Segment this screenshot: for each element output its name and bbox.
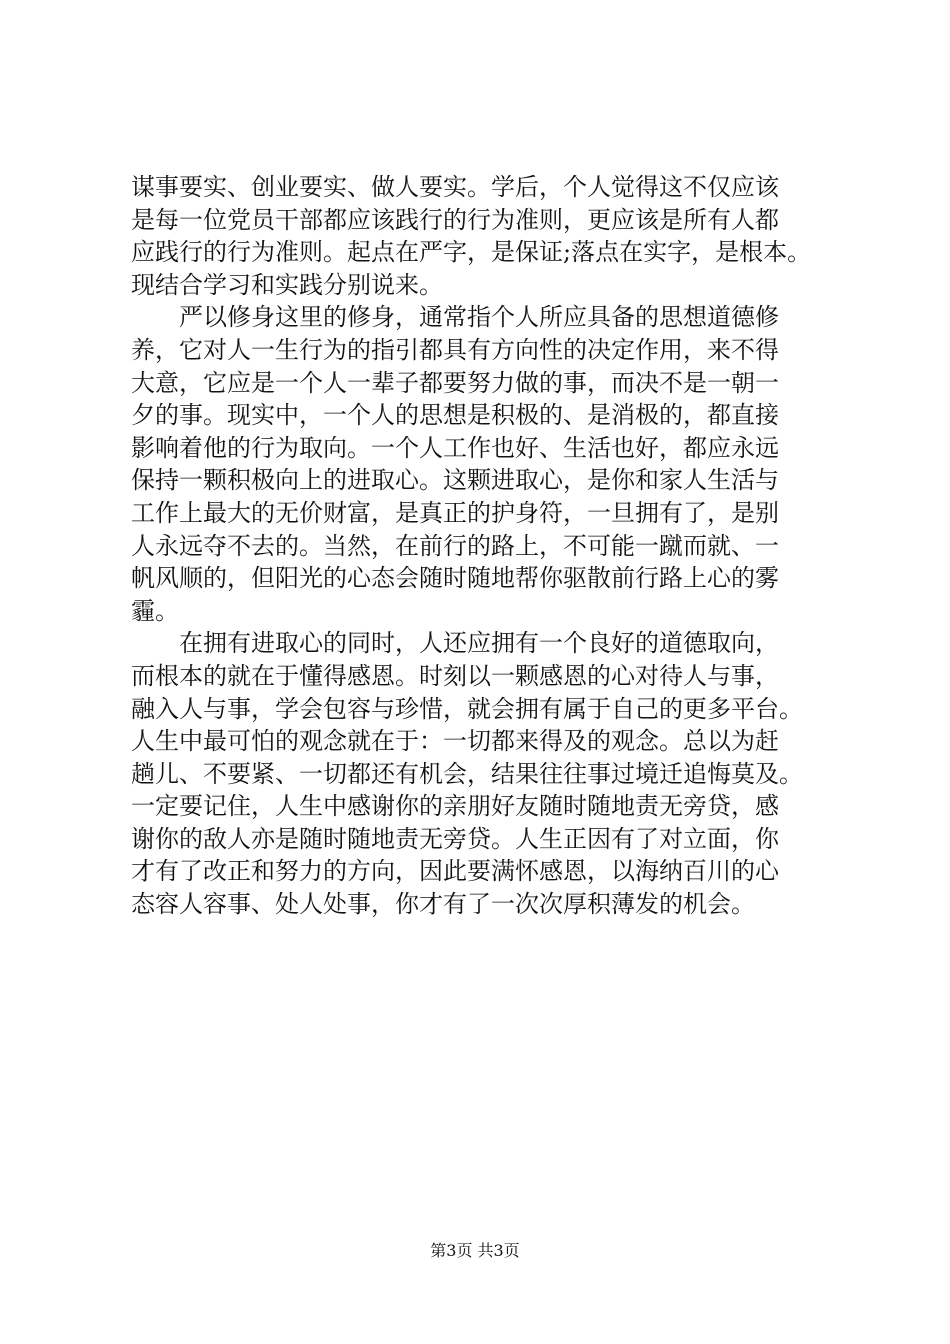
text-line: 态容人容事、处人处事，你才有了一次次厚积薄发的机会。	[131, 890, 755, 919]
text-line: 工作上最大的无价财富，是真正的护身符，一旦拥有了，是别	[131, 498, 779, 527]
text-line: 趟儿、不要紧、一切都还有机会，结果往往事过境迁追悔莫及。	[131, 759, 803, 788]
text-line: 人生中最可怕的观念就在于：一切都来得及的观念。总以为赶	[131, 727, 779, 756]
text-line: 在拥有进取心的同时，人还应拥有一个良好的道德取向，	[131, 629, 779, 658]
text-line: 现结合学习和实践分别说来。	[131, 270, 443, 299]
text-line: 帆风顺的，但阳光的心态会随时随地帮你驱散前行路上心的雾	[131, 564, 779, 593]
text-line: 养，它对人一生行为的指引都具有方向性的决定作用，来不得	[131, 335, 779, 364]
text-line: 影响着他的行为取向。一个人工作也好、生活也好，都应永远	[131, 433, 779, 462]
text-line: 融入人与事，学会包容与珍惜，就会拥有属于自己的更多平台。	[131, 694, 803, 723]
document-body	[131, 171, 851, 921]
text-line: 大意，它应是一个人一辈子都要努力做的事，而决不是一朝一	[131, 368, 779, 397]
text-line: 严以修身这里的修身，通常指个人所应具备的思想道德修	[131, 303, 779, 332]
text-line: 人永远夺不去的。当然，在前行的路上，不可能一蹴而就、一	[131, 531, 779, 560]
text-line: 是每一位党员干部都应该践行的行为准则，更应该是所有人都	[131, 205, 779, 234]
text-line: 谋事要实、创业要实、做人要实。学后，个人觉得这不仅应该	[131, 173, 779, 201]
text-line: 才有了改正和努力的方向，因此要满怀感恩，以海纳百川的心	[131, 857, 779, 886]
page-number-footer: 第3页 共3页	[430, 1241, 520, 1260]
text-line: 霾。	[131, 596, 179, 625]
text-line: 而根本的就在于懂得感恩。时刻以一颗感恩的心对待人与事，	[131, 661, 779, 690]
text-line: 保持一颗积极向上的进取心。这颗进取心，是你和家人生活与	[131, 466, 779, 495]
text-line: 夕的事。现实中，一个人的思想是积极的、是消极的，都直接	[131, 401, 779, 430]
text-line: 应践行的行为准则。起点在严字，是保证;落点在实字，是根本。	[131, 238, 812, 267]
text-line: 一定要记住，人生中感谢你的亲朋好友随时随地责无旁贷，感	[131, 792, 779, 821]
text-line: 谢你的敌人亦是随时随地责无旁贷。人生正因有了对立面，你	[131, 824, 779, 853]
